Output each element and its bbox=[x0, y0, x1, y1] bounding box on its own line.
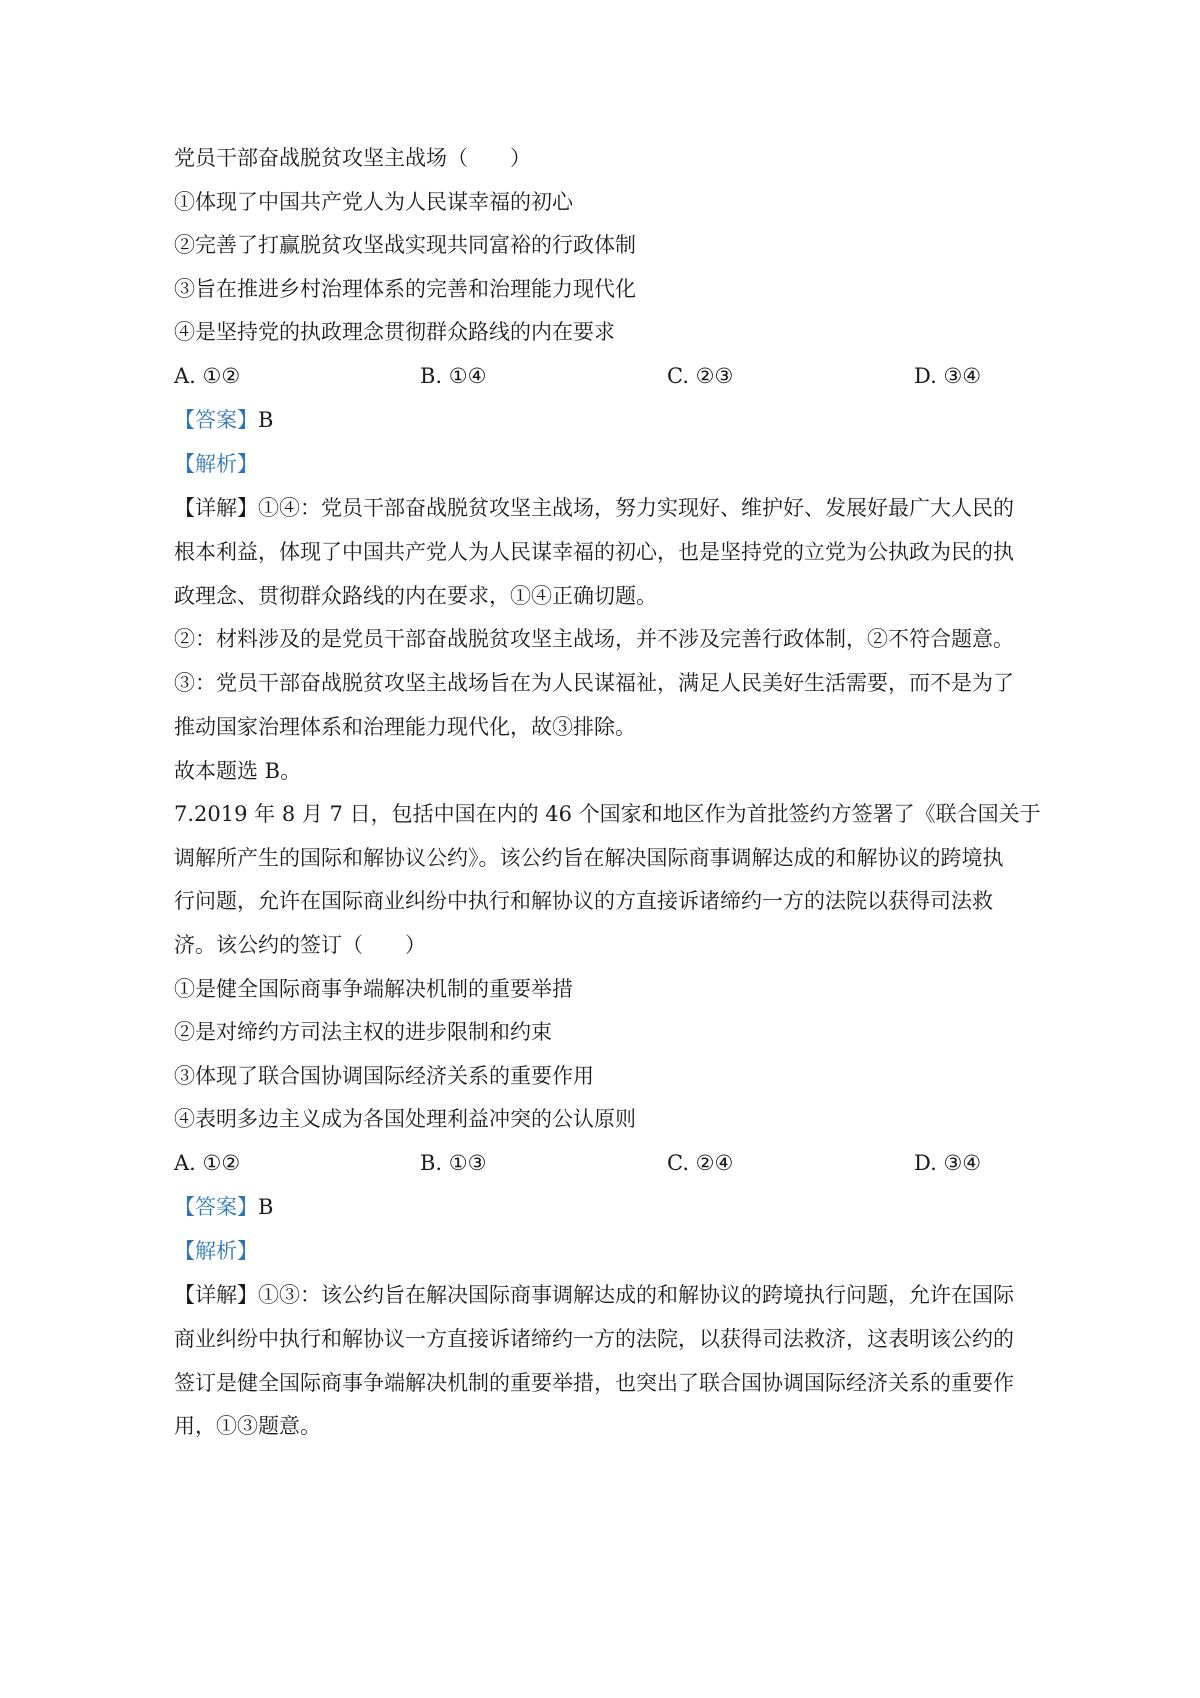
q7-detail-4: 用，①③题意。 bbox=[174, 1414, 321, 1438]
q7-detail-tag: 【详解】 bbox=[174, 1283, 258, 1307]
q6-option-d: D. ③④ bbox=[914, 364, 982, 388]
q7-analysis-tag: 【解析】 bbox=[174, 1239, 258, 1263]
q6-stem: 党员干部奋战脱贫攻坚主战场（ ） bbox=[174, 146, 531, 170]
q7-option-d: D. ③④ bbox=[914, 1151, 982, 1175]
q7-item-2: ②是对缔约方司法主权的进步限制和约束 bbox=[174, 1020, 552, 1044]
q6-item-1: ①体现了中国共产党人为人民谋幸福的初心 bbox=[174, 190, 573, 214]
q7-item-3: ③体现了联合国协调国际经济关系的重要作用 bbox=[174, 1064, 594, 1088]
q7-item-4: ④表明多边主义成为各国处理利益冲突的公认原则 bbox=[174, 1107, 636, 1131]
q6-detail-6: 推动国家治理体系和治理能力现代化，故③排除。 bbox=[174, 715, 636, 739]
q6-option-b: B. ①④ bbox=[420, 364, 487, 388]
q7-detail-text: ①③：该公约旨在解决国际商事调解达成的和解协议的跨境执行问题，允许在国际 bbox=[258, 1283, 1014, 1307]
q6-item-2: ②完善了打赢脱贫攻坚战实现共同富裕的行政体制 bbox=[174, 233, 636, 257]
q6-item-3: ③旨在推进乡村治理体系的完善和治理能力现代化 bbox=[174, 277, 636, 301]
q7-stem-1: 7.2019 年 8 月 7 日，包括中国在内的 46 个国家和地区作为首批签约方签署了《联合国关于 bbox=[174, 802, 1041, 826]
q6-detail-tag: 【详解】 bbox=[174, 496, 258, 520]
q6-detail-3: 政理念、贯彻群众路线的内在要求，①④正确切题。 bbox=[174, 584, 657, 608]
q6-item-4: ④是坚持党的执政理念贯彻群众路线的内在要求 bbox=[174, 320, 615, 344]
q7-item-1: ①是健全国际商事争端解决机制的重要举措 bbox=[174, 977, 573, 1001]
q7-detail-3: 签订是健全国际商事争端解决机制的重要举措，也突出了联合国协调国际经济关系的重要作 bbox=[174, 1371, 1014, 1395]
q6-detail-text: ①④：党员干部奋战脱贫攻坚主战场，努力实现好、维护好、发展好最广大人民的 bbox=[258, 496, 1014, 520]
q6-answer-value: B bbox=[258, 408, 274, 432]
q6-detail-4: ②：材料涉及的是党员干部奋战脱贫攻坚主战场，并不涉及完善行政体制，②不符合题意。 bbox=[174, 627, 1014, 651]
q6-analysis-tag: 【解析】 bbox=[174, 452, 258, 476]
q6-option-a: A. ①② bbox=[174, 364, 241, 388]
q6-detail-2: 根本利益，体现了中国共产党人为人民谋幸福的初心，也是坚持党的立党为公执政为民的执 bbox=[174, 540, 1014, 564]
q6-answer bbox=[174, 406, 273, 434]
q6-detail-1 bbox=[174, 494, 1014, 522]
q6-answer-tag: 【答案】 bbox=[174, 408, 258, 432]
q7-answer-tag: 【答案】 bbox=[174, 1195, 258, 1219]
q7-stem-3: 行问题，允许在国际商业纠纷中执行和解协议的方直接诉诸缔约一方的法院以获得司法救 bbox=[174, 889, 993, 913]
q7-answer bbox=[174, 1193, 273, 1221]
q7-option-c: C. ②④ bbox=[667, 1151, 734, 1175]
q7-option-a: A. ①② bbox=[174, 1151, 241, 1175]
q6-detail-5: ③：党员干部奋战脱贫攻坚主战场旨在为人民谋福祉，满足人民美好生活需要，而不是为了 bbox=[174, 671, 1014, 695]
q6-conclusion: 故本题选 B。 bbox=[174, 759, 302, 783]
q7-stem-4: 济。该公约的签订（ ） bbox=[174, 933, 426, 957]
q7-answer-value: B bbox=[258, 1195, 274, 1219]
q7-detail-1 bbox=[174, 1281, 1014, 1309]
q6-option-c: C. ②③ bbox=[667, 364, 734, 388]
q7-detail-2: 商业纠纷中执行和解协议一方直接诉诸缔约一方的法院，以获得司法救济，这表明该公约的 bbox=[174, 1327, 1014, 1351]
q7-stem-2: 调解所产生的国际和解协议公约》。该公约旨在解决国际商事调解达成的和解协议的跨境执 bbox=[174, 846, 1004, 870]
q7-option-b: B. ①③ bbox=[420, 1151, 487, 1175]
